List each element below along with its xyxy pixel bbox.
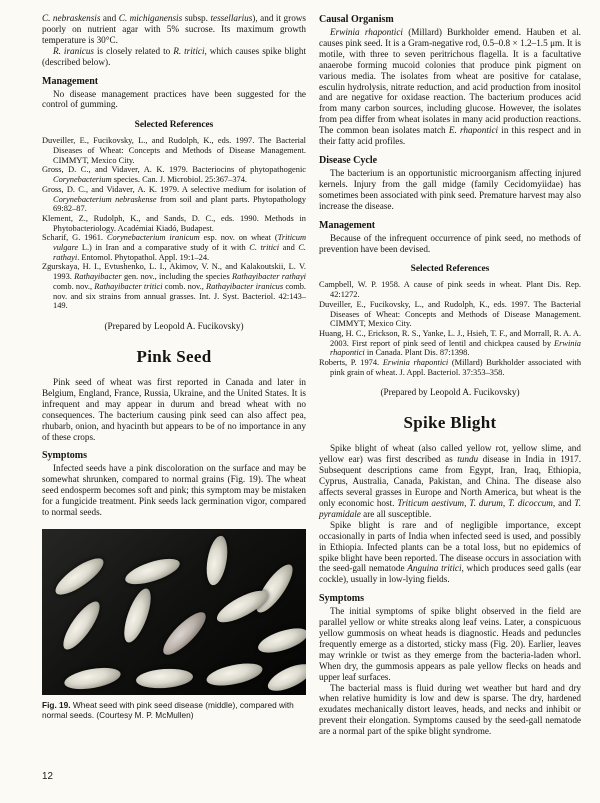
chapter-title-pink-seed: Pink Seed (136, 347, 212, 366)
selected-references-heading: Selected References (410, 264, 490, 275)
selected-references-heading: Selected References (134, 120, 214, 131)
wheat-seed (204, 660, 264, 690)
prepared-by-credit: (Prepared by Leopold A. Fucikovsky) (104, 321, 244, 331)
reference-item: Zgurskaya, H. I., Evtushenko, L. I., Akimov, V. N., and Kalakoutskii, L. V. 1993. Rathayibacter gen. nov., including the species Rathayibacter rathayi comb. nov., Rathayibacter tritici comb. nov., Rathayibacter iranicus comb. nov. and six strains from annual grasses. Int. J. Syst. Bacteriol. 42:143–149. (42, 262, 307, 311)
spike-blight-intro-paragraph-1: Spike blight of wheat (also called yellow rot, yellow slime, and yellow ear) was first described as tundu disease in India in 1917. Subsequent descriptions came from Egypt, Iran, Iraq, Ethiopia, Cyprus, Australia, Canada, Pakistan, and China. The disease also affects several grasses in Europe and North America, but wheat is the only economic host. Triticum aestivum, T. durum, T. dicoccum, and T. pyramidale are all susceptible. (319, 443, 582, 519)
reference-item: Scharif, G. 1961. Corynebacterium iranicum esp. nov. on wheat (Triticum vulgare L.) in Iran and a comparative study of it with C. tritici and C. rathayi. Entomol. Phytopathol. Appl. 19:1–24. (42, 233, 307, 262)
pink-seed-intro-paragraph: Pink seed of wheat was first reported in Canada and later in Belgium, England, France, Russia, Ukraine, and the United States. It is infrequent and may appear in durum and bread wheat with no consequences. The bacterium causing pink seed can also affect pea, rhubarb, onion, and hyacinth but appears to be of no importance in any of these crops. (42, 377, 306, 442)
reference-item: Duveiller, E., Fucikovsky, L., and Rudolph, K., eds. 1997. The Bacterial Diseases of Wheat: Concepts and Methods of Disease Management. CIMMYT, Mexico City. (42, 136, 306, 165)
reference-item: Duveiller, E., Fucikovsky, L., and Rudolph, K., eds. 1997. The Bacterial Diseases of Wheat: Concepts and Methods of Disease Management. CIMMYT, Mexico City. (319, 299, 581, 329)
wheat-seed (135, 668, 193, 691)
reference-item: Huang, H. C., Erickson, R. S., Yanke, L. J., Hsieh, T. F., and Morrall, R. A. A. 2003. First report of pink seed of lentil and chickpea caused by Erwinia rhapontici in Canada. Plant Dis. 87:1398. (319, 328, 581, 358)
wheat-seed (122, 554, 182, 590)
management-heading: Management (319, 219, 376, 231)
management-paragraph: Because of the infrequent occurrence of pink seed, no methods of prevention have been devised. (319, 232, 581, 254)
symptoms-paragraph-1: The initial symptoms of spike blight observed in the field are parallel yellow or white streaks along leaf veins. Later, a conspicuous yellow gummosis on wheat heads is diagnostic. Heads and peduncles frequently emerge as a distorted, sticky mass (Fig. 20). Earlier, leaves may wrinkle or twist as they emerge from the bacteria-laden whorl. When dry, the gummosis appears as pale yellow flecks on heads and upper leaf surfaces. (319, 606, 581, 682)
symptoms-paragraph: Infected seeds have a pink discoloration on the surface and may be somewhat shrunken, compared to normal grains (Fig. 19). The wheat seed endosperm becomes soft and pink; this symptom may be mistaken for a fungicide treatment. Pink seeds lack germination vigor, compared to normal seeds. (42, 463, 306, 518)
disease-cycle-paragraph: The bacterium is an opportunistic microorganism affecting injured kernels. Injury from the gall midge (family Cecidomyiidae) has sometimes been associated with pink seed. Premature harvest may also increase the disease. (319, 167, 581, 211)
prepared-by-credit: (Prepared by Leopold A. Fucikovsky) (380, 387, 520, 398)
wheat-seed (255, 624, 306, 658)
continuation-paragraph: C. nebraskensis and C. michiganensis subsp. tessellarius), and it grows poorly on nutrient agar with 5% sucrose. Its maximum growth temperature is 30°C. (42, 13, 307, 45)
reference-item: Gross, D. C., and Vidaver, A. K. 1979. Bacteriocins of phytopathogenic Corynebacterium species. Can. J. Microbiol. 25:367–374. (42, 165, 306, 185)
reference-item: Roberts, P. 1974. Erwinia rhapontici (Millard) Burkholder associated with pink grain of wheat. J. Appl. Bacteriol. 37:353–358. (319, 358, 582, 377)
disease-cycle-heading: Disease Cycle (319, 154, 378, 166)
causal-organism-heading: Causal Organism (319, 14, 394, 25)
wheat-seed (264, 659, 306, 695)
wheat-seed (57, 597, 105, 655)
wheat-seed (118, 586, 155, 646)
causal-organism-paragraph: Erwinia rhapontici (Millard) Burkholder emend. Hauben et al. causes pink seed. It is a Gram-negative rod, 0.5–0.8 × 1.2–1.5 μm. It is motile, with three to seven peritrichous flagella. It is a facultative anaerobe forming mucoid colonies that produce pink pigment on various media. The isolates from wheat are positive for catalase, esculin hydrolysis, nitrate reduction, and acid production from inositol and are negative for oxidase reaction. The bacterium produces acid from many carbon sources, including glucose. However, the isolates from pea differ from wheat isolates in many acid production reactions. The common bean isolates match E. rhapontici in this respect and in their fatty acid profiles. (319, 27, 581, 147)
reference-item: Klement, Z., Rudolph, K., and Sands, D. C., eds. 1990. Methods in Phytobacteriology. Académiai Kiadó, Budapest. (42, 213, 306, 233)
wheat-seed (250, 560, 298, 618)
wheat-seed (50, 553, 108, 601)
wheat-seed (62, 665, 121, 694)
reference-item: Gross, D. C., and Vidaver, A. K. 1979. A selective medium for isolation of Corynebacterium nebraskense from soil and plant parts. Phytopathology 69:82–87. (42, 184, 307, 214)
figure-photo (42, 529, 306, 695)
related-species-paragraph: R. iranicus is closely related to R. tritici, which causes spike blight (described below). (42, 45, 307, 67)
pink-diseased-seed (157, 607, 211, 661)
symptoms-heading: Symptoms (319, 593, 365, 605)
management-paragraph: No disease management practices have been suggested for the control of gumming. (42, 88, 306, 110)
reference-item: Campbell, W. P. 1958. A cause of pink seeds in wheat. Plant Dis. Rep. 42:1272. (319, 280, 581, 300)
figure-caption: Fig. 19. Wheat seed with pink seed disease (middle), compared with normal seeds. (Courtesy M. P. McMullen) (42, 699, 294, 721)
right-column (319, 13, 581, 803)
chapter-title-spike-blight: Spike Blight (403, 413, 497, 433)
left-column (42, 13, 306, 803)
management-heading: Management (42, 75, 99, 87)
page-number: 12 (42, 771, 53, 782)
wheat-seed (203, 535, 230, 588)
symptoms-paragraph-2: The bacterial mass is fluid during wet weather but hard and dry when relative humidity is low and dew is sparse. The dry, hardened exudates mechanically distort leaves, heads, and necks and inhibit or prevent their elongation. Symptoms caused by the seed-gall nematode are a normal part of the spike blight syndrome. (319, 682, 581, 737)
symptoms-heading: Symptoms (42, 450, 88, 462)
spike-blight-intro-paragraph-2: Spike blight is rare and of negligible importance, except occasionally in parts of India when infected seed is used, and possibly in Ethiopia. Infected plants can be a total loss, but no epidemics of spike blight have been reported. The disease occurs in association with the seed-gall nematode Anguina tritici, which produces seed galls (ear cockle), usually in low-lying fields. (319, 519, 581, 585)
